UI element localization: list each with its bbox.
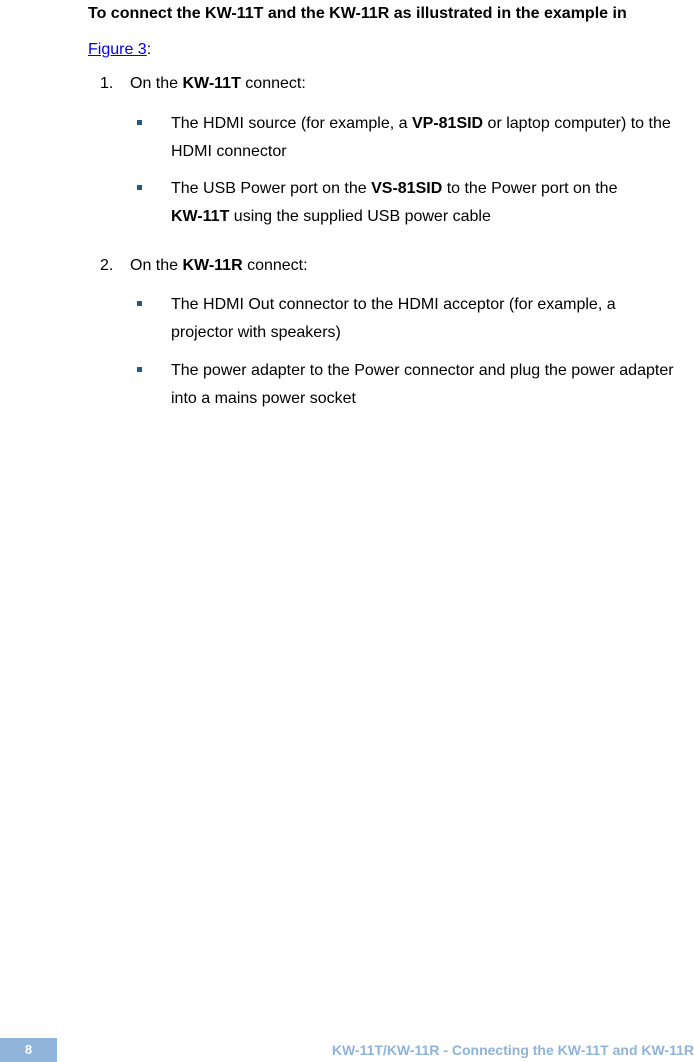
step-1-suffix: connect:: [240, 75, 306, 92]
bullet-text-part: The HDMI source (for example, a: [171, 115, 412, 132]
bullet-bold-part: VS-81SID: [371, 180, 443, 197]
step-1-prefix: On the: [130, 75, 183, 92]
step-1: [100, 72, 306, 96]
bullet-text: [171, 291, 694, 347]
bullet-line-2: HDMI connector: [171, 143, 287, 160]
intro-link-line: [88, 32, 688, 68]
step-2-number: 2.: [100, 257, 114, 274]
bullet-text-part: or laptop computer) to the: [483, 115, 671, 132]
bullet-bold-part: VP-81SID: [411, 115, 484, 132]
bullet-square-icon: [137, 301, 142, 306]
step-2-suffix: connect:: [242, 257, 308, 274]
page-number: 8: [0, 1038, 57, 1062]
bullet-line-1: The HDMI Out connector to the HDMI acceptor (for example, a: [171, 296, 616, 313]
step-1-number: 1.: [100, 75, 114, 92]
bullet-square-icon: [137, 185, 142, 190]
bullet-text: [171, 357, 694, 413]
bullet-square-icon: [137, 120, 142, 125]
bullet-bold-part: KW-11T: [171, 208, 230, 225]
step-2-prefix: On the: [130, 257, 183, 274]
bullet-line-1: The power adapter to the Power connector and plug the power adapter: [171, 362, 674, 379]
step-2-device: KW-11R: [182, 257, 243, 274]
intro-heading: To connect the KW-11T and the KW-11R as illustrated in the example in: [88, 5, 627, 22]
intro-colon: :: [146, 41, 152, 58]
bullet-line-2: into a mains power socket: [171, 390, 356, 407]
bullet-text-part: using the supplied USB power cable: [229, 208, 491, 225]
bullet-text: [171, 175, 694, 231]
footer-title: KW-11T/KW-11R - Connecting the KW-11T and KW-11R: [331, 1042, 694, 1058]
intro-block: [88, 0, 688, 68]
bullet-line-2: projector with speakers): [171, 324, 341, 341]
bullet-text-part: to the Power port on the: [442, 180, 618, 197]
step-2: [100, 254, 308, 278]
bullet-text: [171, 110, 694, 166]
step-1-device: KW-11T: [182, 75, 241, 92]
bullet-square-icon: [137, 367, 142, 372]
bullet-text-part: The USB Power port on the: [171, 180, 372, 197]
figure-3-link[interactable]: Figure 3: [88, 41, 147, 58]
